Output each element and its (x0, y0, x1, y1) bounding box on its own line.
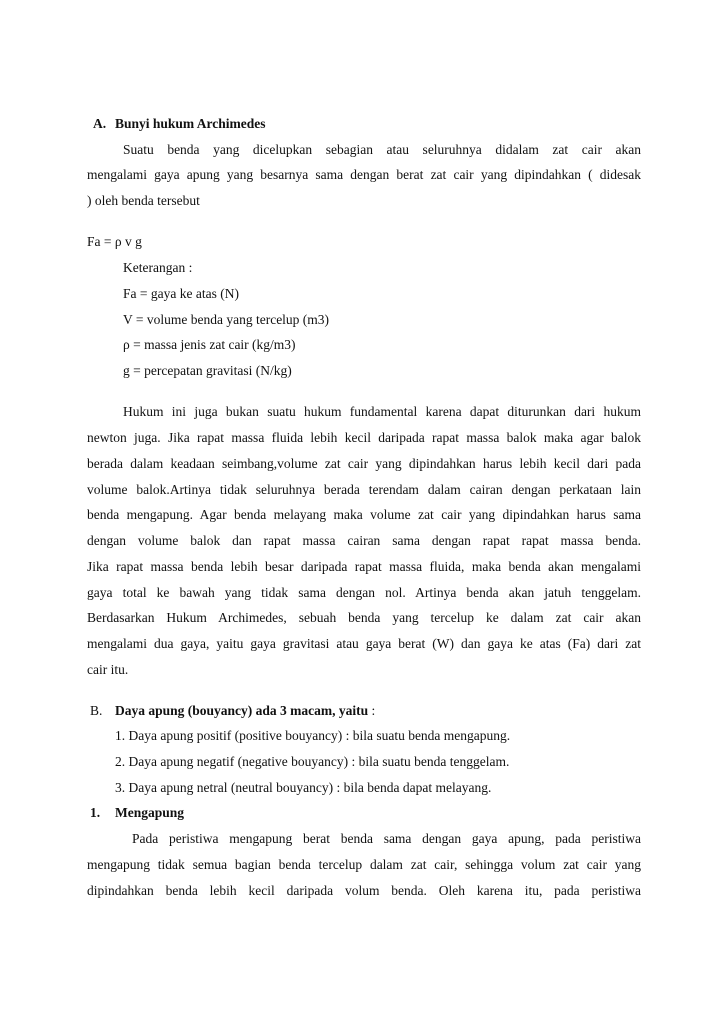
paragraph-line: berada dalam keadaan seimbang,volume zat cair yang dipindahkan harus lebih kecil dari pada (87, 456, 641, 471)
section-b-heading-wrap (115, 703, 375, 719)
paragraph-line: Pada peristiwa mengapung berat benda sama dengan gaya apung, pada peristiwa (132, 831, 641, 846)
paragraph-line: dengan volume balok dan rapat massa cairan sama dengan rapat rapat massa benda. (87, 533, 641, 548)
list-item: 2. Daya apung negatif (negative bouyancy) : bila suatu benda tenggelam. (115, 754, 510, 769)
paragraph-line: dipindahkan benda lebih kecil daripada volum benda. Oleh karena itu, pada peristiwa (87, 883, 641, 898)
paragraph-line: mengapung tidak semua bagian benda tercelup dalam zat cair, sehingga volum zat cair yang (87, 857, 641, 872)
legend-item: ρ = massa jenis zat cair (kg/m3) (123, 337, 296, 352)
paragraph-line: gaya total ke bawah yang tidak sama dengan nol. Artinya benda akan jatuh tenggelam. (87, 585, 641, 600)
section-a-heading: Bunyi hukum Archimedes (115, 116, 266, 131)
paragraph-line: cair itu. (87, 662, 129, 677)
legend-item: g = percepatan gravitasi (N/kg) (123, 363, 292, 378)
list-item: 3. Daya apung netral (neutral bouyancy) : bila benda dapat melayang. (115, 780, 492, 795)
list-item: 1. Daya apung positif (positive bouyancy) : bila suatu benda mengapung. (115, 728, 511, 743)
legend-item: V = volume benda yang tercelup (m3) (123, 312, 330, 327)
paragraph-line: mengalami dua gaya, yaitu gaya gravitasi atau gaya berat (W) dan gaya ke atas (Fa) dari zat (87, 636, 641, 651)
paragraph-line: Jika rapat massa benda lebih besar daripada rapat massa fluida, maka benda akan mengalami (87, 559, 641, 574)
section-b-heading: Daya apung (bouyancy) ada 3 macam, yaitu (115, 703, 369, 718)
legend-item: Fa = gaya ke atas (N) (123, 286, 239, 301)
section-b-colon: : (371, 703, 376, 718)
paragraph-line: newton juga. Jika rapat massa fluida lebih kecil daripada rapat massa balok maka agar balok (87, 430, 641, 445)
paragraph-line: ) oleh benda tersebut (87, 193, 200, 208)
section-1-heading: Mengapung (115, 805, 185, 820)
legend-title: Keterangan : (123, 260, 193, 275)
formula: Fa = ρ v g (87, 234, 142, 249)
paragraph-line: Suatu benda yang dicelupkan sebagian atau seluruhnya didalam zat cair akan (123, 142, 641, 157)
section-1-marker: 1. (90, 805, 101, 820)
paragraph-line: Berdasarkan Hukum Archimedes, sebuah benda yang tercelup ke dalam zat cair akan (87, 610, 641, 625)
paragraph-line: benda mengapung. Agar benda melayang maka volume zat cair yang dipindahkan harus sama (87, 507, 641, 522)
section-b-marker: B. (90, 703, 103, 718)
paragraph-line: Hukum ini juga bukan suatu hukum fundamental karena dapat diturunkan dari hukum (123, 404, 641, 419)
paragraph-line: mengalami gaya apung yang besarnya sama dengan berat zat cair yang dipindahkan ( didesak (87, 167, 641, 182)
section-a-marker: A. (93, 116, 107, 131)
paragraph-line: volume balok.Artinya tidak seluruhnya berada terendam dalam cairan dengan perkataan lain (87, 482, 641, 497)
